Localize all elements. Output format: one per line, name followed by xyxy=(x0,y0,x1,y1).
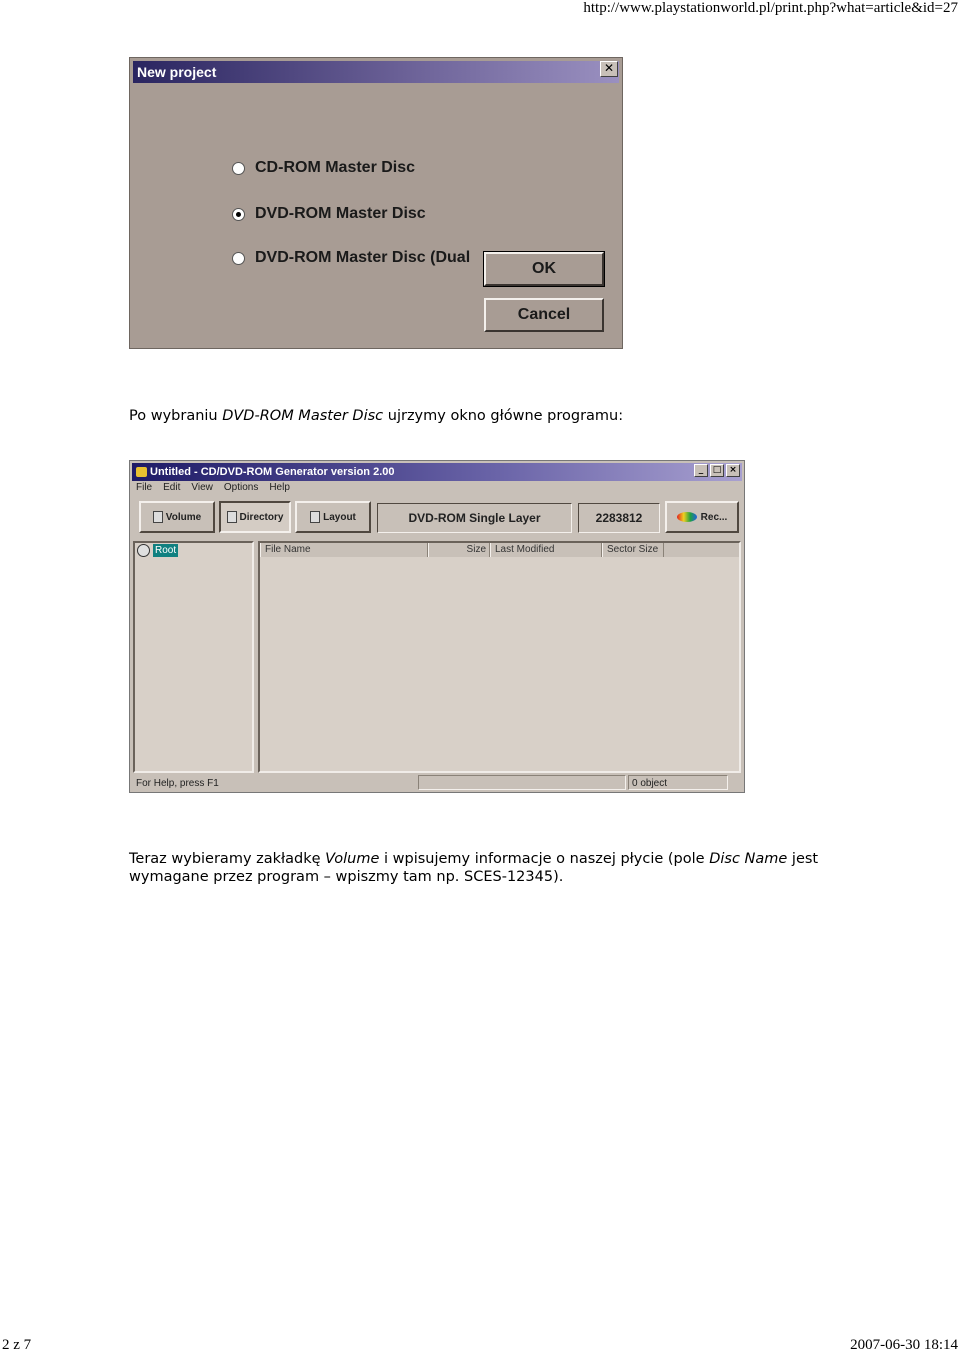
text: i wpisujemy informacje o naszej płycie (pole xyxy=(379,851,710,867)
column-last-modified[interactable]: Last Modified xyxy=(490,543,602,557)
paragraph-2 xyxy=(129,851,849,886)
layout-icon xyxy=(310,511,320,523)
disc-icon xyxy=(677,512,697,522)
layout-button[interactable] xyxy=(295,501,371,533)
close-icon[interactable]: ✕ xyxy=(600,61,618,77)
button-label: Layout xyxy=(323,511,356,523)
paragraph-1 xyxy=(129,408,849,426)
emphasis: Volume xyxy=(325,851,380,867)
text: jest wymagane przez program – wpiszmy tam np. SCES-12345). xyxy=(129,851,819,885)
cd-icon xyxy=(137,544,150,557)
window-title xyxy=(132,463,742,481)
option-label: DVD-ROM Master Disc xyxy=(255,205,426,222)
cancel-button[interactable]: Cancel xyxy=(484,298,604,332)
menu-file[interactable]: File xyxy=(136,482,153,493)
option-dvd-rom-dual[interactable] xyxy=(232,249,470,267)
window-title-text: Untitled - CD/DVD-ROM Generator version 2.00 xyxy=(150,466,395,478)
app-icon xyxy=(136,467,147,477)
column-size[interactable]: Size xyxy=(428,543,490,557)
main-window xyxy=(129,460,745,793)
new-project-dialog xyxy=(129,57,623,349)
print-datetime: 2007-06-30 18:14 xyxy=(850,1337,958,1353)
radio-icon[interactable] xyxy=(232,162,245,175)
volume-button[interactable] xyxy=(139,501,215,533)
disc-type-display: DVD-ROM Single Layer xyxy=(377,503,572,533)
radio-selected-icon[interactable] xyxy=(232,208,245,221)
menu-bar xyxy=(136,482,290,493)
button-label: Directory xyxy=(239,511,284,523)
option-cd-rom[interactable] xyxy=(232,159,415,177)
option-label: DVD-ROM Master Disc (Dual xyxy=(255,249,471,266)
status-progress xyxy=(418,775,626,790)
file-list[interactable] xyxy=(258,541,741,773)
ok-button[interactable]: OK xyxy=(484,252,604,286)
list-header xyxy=(260,543,739,557)
option-dvd-rom[interactable] xyxy=(232,205,426,223)
option-label: CD-ROM Master Disc xyxy=(255,159,416,176)
tree-item-root[interactable]: Root xyxy=(155,545,177,556)
menu-options[interactable]: Options xyxy=(223,482,259,493)
button-label: Rec... xyxy=(700,511,728,523)
minimize-icon[interactable]: _ xyxy=(694,464,708,477)
sector-count-display: 2283812 xyxy=(578,503,660,533)
column-sector-size[interactable]: Sector Size xyxy=(602,543,664,557)
column-file-name[interactable]: File Name xyxy=(260,543,428,557)
record-button[interactable] xyxy=(665,501,739,533)
emphasis: Disc Name xyxy=(709,851,788,867)
button-label: Volume xyxy=(165,511,202,523)
menu-view[interactable]: View xyxy=(191,482,213,493)
directory-tree[interactable] xyxy=(133,541,254,773)
page-number: 2 z 7 xyxy=(2,1337,32,1353)
page-url: http://www.playstationworld.pl/print.php?what=article&id=27 xyxy=(583,0,958,16)
status-objects: 0 object xyxy=(628,775,728,790)
volume-icon xyxy=(153,511,163,523)
status-bar xyxy=(132,775,742,790)
text: Po wybraniu xyxy=(129,408,223,424)
directory-icon xyxy=(227,511,237,523)
menu-edit[interactable]: Edit xyxy=(163,482,181,493)
menu-help[interactable]: Help xyxy=(269,482,290,493)
directory-button[interactable] xyxy=(219,501,291,533)
emphasis: DVD-ROM Master Disc xyxy=(222,408,384,424)
radio-icon[interactable] xyxy=(232,252,245,265)
dialog-title: New project xyxy=(133,61,619,83)
text: Teraz wybieramy zakładkę xyxy=(129,851,326,867)
text: ujrzymy okno główne programu: xyxy=(383,408,624,424)
maximize-icon[interactable]: □ xyxy=(710,464,724,477)
close-icon[interactable]: × xyxy=(726,464,740,477)
status-help: For Help, press F1 xyxy=(136,778,219,789)
